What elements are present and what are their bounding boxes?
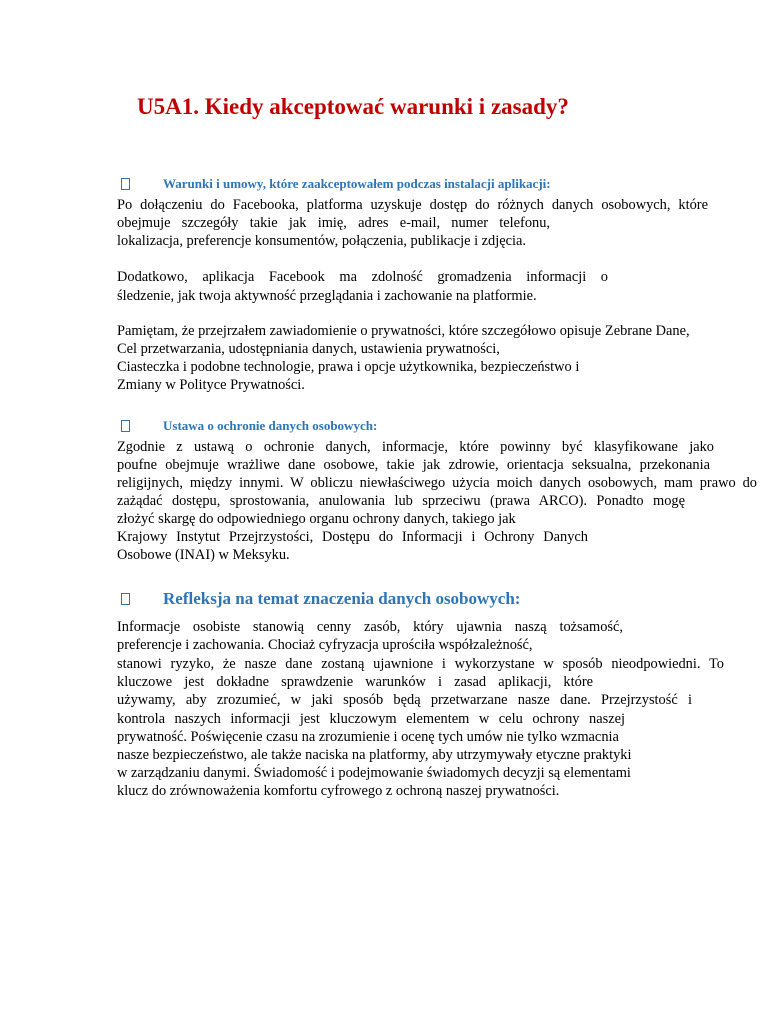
section-heading-terms [121,176,551,192]
paragraph-line: Dodatkowo, aplikacja Facebook ma zdolność gromadzenia informacji o [117,269,608,285]
bullet-box-icon [121,178,130,190]
section-heading-label: Warunki i umowy, które zaakceptowałem podczas instalacji aplikacji: [163,176,551,191]
paragraph-line: kontrola naszych informacji jest kluczowym elementem w celu ochrony naszej [117,711,625,727]
section-heading-data-protection-act [121,418,377,434]
bullet-box-icon [121,420,130,432]
paragraph-line: preferencje i zachowania. Chociaż cyfryzacja uprościła współzależność, [117,637,533,653]
paragraph-line: kluczowe jest dokładne sprawdzenie warunków i zasad aplikacji, które [117,674,593,690]
paragraph-line: prywatność. Poświęcenie czasu na zrozumienie i ocenę tych umów nie tylko wzmacnia [117,729,619,745]
paragraph-line: stanowi ryzyko, że nasze dane zostaną ujawnione i wykorzystane w sposób nieodpowiedni. To [117,656,724,672]
paragraph-line: w zarządzaniu danymi. Świadomość i podejmowanie świadomych decyzji są elementami [117,765,631,781]
paragraph-line: Zgodnie z ustawą o ochronie danych, informacje, które powinny być klasyfikowane jako [117,439,714,455]
paragraph-line: klucz do zrównoważenia komfortu cyfrowego z ochroną naszej prywatności. [117,783,560,799]
paragraph-line: nasze bezpieczeństwo, ale także naciska na platformy, aby utrzymywały etyczne praktyki [117,747,632,763]
paragraph-line: używamy, aby zrozumieć, w jaki sposób będą przetwarzane nasze dane. Przejrzystość i [117,692,692,708]
paragraph-line: Krajowy Instytut Przejrzystości, Dostępu do Informacji i Ochrony Danych [117,529,588,545]
paragraph-line: Po dołączeniu do Facebooka, platforma uzyskuje dostęp do różnych danych osobowych, które [117,197,708,213]
paragraph-line: śledzenie, jak twoja aktywność przeglądania i zachowanie na platformie. [117,288,537,304]
paragraph-line: Pamiętam, że przejrzałem zawiadomienie o prywatności, które szczegółowo opisuje Zebrane Dane, [117,323,690,339]
paragraph-line: Osobowe (INAI) w Meksyku. [117,547,290,563]
paragraph-line: Ciasteczka i podobne technologie, prawa i opcje użytkownika, bezpieczeństwo i [117,359,580,375]
paragraph-line: lokalizacja, preferencje konsumentów, połączenia, publikacje i zdjęcia. [117,233,527,249]
paragraph-line: obejmuje szczegóły takie jak imię, adres e-mail, numer telefonu, [117,215,550,231]
section-heading-reflection [121,589,520,609]
paragraph-line: złożyć skargę do odpowiedniego organu ochrony danych, takiego jak [117,511,516,527]
paragraph-line: Zmiany w Polityce Prywatności. [117,377,305,393]
paragraph-line: religijnych, między innymi. W obliczu niewłaściwego użycia moich danych osobowych, mam prawo do [117,475,757,491]
paragraph-line: poufne obejmuje wrażliwe dane osobowe, takie jak zdrowie, orientacja seksualna, przekonania [117,457,710,473]
page-title: U5A1. Kiedy akceptować warunki i zasady? [137,94,569,119]
section-heading-label: Ustawa o ochronie danych osobowych: [163,418,378,433]
paragraph-line: Cel przetwarzania, udostępniania danych, ustawienia prywatności, [117,341,500,357]
paragraph-line: Informacje osobiste stanowią cenny zasób, który ujawnia naszą tożsamość, [117,619,623,635]
bullet-box-icon [121,593,130,605]
section-heading-label: Refleksja na temat znaczenia danych osobowych: [163,589,521,608]
paragraph-line: zażądać dostępu, sprostowania, anulowania lub sprzeciwu (prawa ARCO). Ponadto mogę [117,493,685,509]
